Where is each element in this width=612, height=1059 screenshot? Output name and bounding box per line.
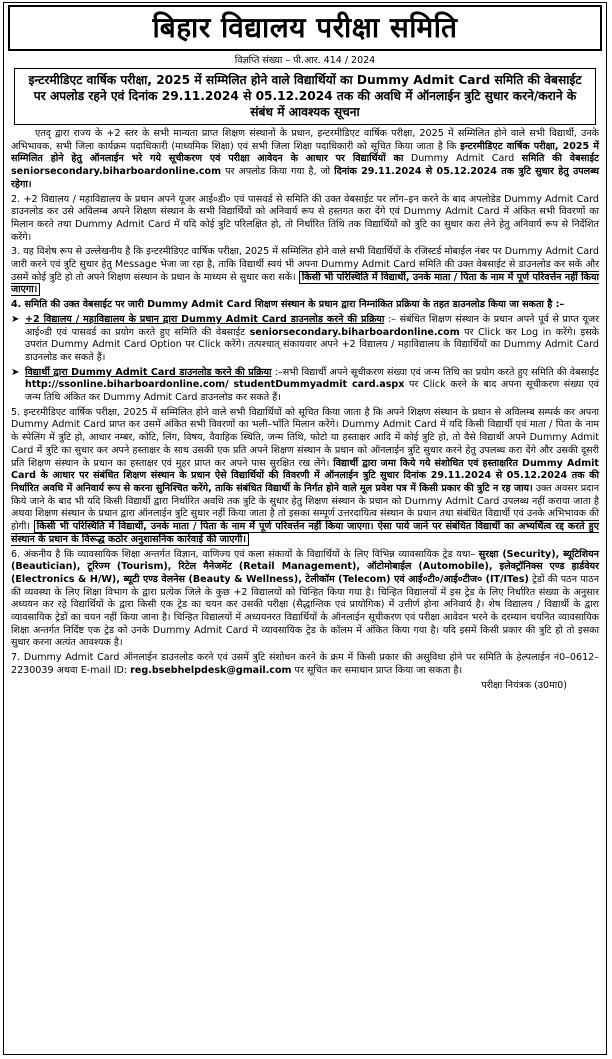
board-title: बिहार विद्यालय परीक्षा समिति: [8, 5, 602, 51]
paragraph-3: [11, 246, 599, 297]
paragraph-2: 2. +2 विद्यालय / महाविद्यालय के प्रधान अपने यूजर आई०डी० एवं पासवर्ड से समिति की उक्त वेबसाईट पर लॉग–इन करने के बाद अपलोडेड Dummy Admit Card डाउनलोड कर उसे अविलम्ब अपने शिक्षण संस्थान के सभी विद्यार्थियों को अनिवार्य रूप से हस्तगत करा देंगे एवं Dummy Admit Card में अंकित सभी विवरणों का मिलान करते तथा Dummy Admit Card में यदि कोई त्रुटि परिलक्षित हो, तो निर्धारित तिथि तक विद्यार्थियों को त्रुटि का सुधार करा लेने हेतु अनिवार्य रूप से निर्देशित करेंगे।: [11, 193, 599, 243]
paragraph-1: [11, 128, 599, 192]
b1-heading: +2 विद्यालय / महाविद्यालय के प्रधान द्वारा Dummy Admit Card डाउनलोड करने की प्रक्रिया: [25, 313, 385, 325]
p5-boxed-note: किसी भी परिस्थिति में विद्यार्थी, उनके माता / पिता के नाम में पूर्ण परिवर्त्तन नहीं किया जाएगा। ऐसा पाये जाने पर संबंधित विद्यार्थी का अभ्यर्थित्व रद्द करते हुए संस्थान के प्रधान के विरूद्ध कठोर अनुशासनिक कार्रवाई की जाएगी।: [11, 521, 599, 545]
b1-text-2: पर Click कर Log in करेंगे। इसके उपरांत Dummy Admit Card Option पर Click करेंगे। तत्पश्चात् संकायवार अपने +2 विद्यालय / महाविद्यालय के विद्यार्थियों का Dummy Admit Card डाउनलोड कर सकते हैं।: [25, 326, 599, 363]
p1-text: एतद् द्वारा राज्य के +2 स्तर के सभी मान्यता प्राप्त शिक्षण संस्थानों के प्रधान, इन्टरमीडिएट वार्षिक परीक्षा, 2025 में सम्मिलित होने वाले सभी विद्यार्थी, उनके अभिभावक, सभी जिला कार्यक्रम पदाधिकारी (माध्यमिक शिक्षा) एवं सभी जिला शिक्षा पदाधिकारी को सूचित किया जाता है कि: [11, 128, 599, 152]
p6-text: 6. अंकनीय है कि व्यावसायिक शिक्षा अन्तर्गत विज्ञान, वाणिज्य एवं कला संकायों के विद्यार्थियों के लिए विभिन्न व्यावसायिक ट्रेड यथा–: [11, 548, 476, 560]
notice-subject: इन्टरमीडिएट वार्षिक परीक्षा, 2025 में सम्मिलित होने वाले विद्यार्थियों का Dummy Admit Card समिति की वेबसाईट पर अपलोड रहने एवं दिनांक 29.11.2024 से 05.12.2024 तक की अवधि में ऑनलाईन त्रुटि सुधार करने/कराने के संबंध में आवश्यक सूचना: [14, 68, 596, 125]
signature-title: परीक्षा नियंत्रक (उ0मा0): [481, 679, 567, 691]
bullet-student: [11, 367, 599, 405]
b2-text: :–सभी विद्यार्थी अपने सूचीकरण संख्या एवं जन्म तिथि का प्रयोग करते हुए समिति की वेबसाईट: [274, 366, 599, 378]
p7-text-2: पर सूचित कर समाधान प्राप्त किया जा सकता है।: [294, 664, 463, 676]
p6-text-2: ट्रेडों की पठन पाठन की व्यवस्था के लिए शिक्षा विभाग के द्वारा प्रत्येक जिले के कुछ +2 विद्यालयों को चिन्हित किया गया है। चिन्हित विद्यालयों में इस ट्रेड के लिए निर्धारित संख्या के अनुसार अध्ययन कर रहे विद्यार्थियों के द्वारा किसी एक ट्रेड का चयन कर उसकी परीक्षा (सैद्धान्तिक एवं प्रायोगिक) में उत्तीर्ण होना अनिवार्य है। शेष विद्यालय / विद्यार्थी के द्वारा व्यावसायिक ट्रेडों का चयन नहीं किया जाना है। चिन्हित विद्यालयों में अध्ययनरत विद्यार्थियों के ऑनलाईन सूचीकरण एवं परीक्षा आवेदन भरने के दरम्यान चयनित व्यावसायिक शिक्षा अन्तर्गत निर्दिष्ट एक ट्रेड को उनके Dummy Admit Card में व्यावसायिक ट्रेड के कॉलम में अंकित किया गया है। यदि इसमें किसी प्रकार की त्रुटि हो तो इसका सुधार करना अत्यंत आवश्यक है।: [11, 573, 599, 649]
b2-heading: विद्यार्थी द्वारा Dummy Admit Card डाउनलोड करने की प्रक्रिया: [25, 366, 272, 378]
notice-number: विज्ञप्ति संख्या – पी.आर. 414 / 2024: [234, 55, 376, 66]
p1-bold: इन्टरमीडिएट वार्षिक परीक्षा, 2025 में सम्मिलित होने हेतु ऑनलाईन भरे गये सूचीकरण एवं परीक्षा आवेदन के आधार पर विद्यार्थियों का: [11, 140, 599, 165]
notice-body: [4, 125, 606, 692]
paragraph-5: [11, 407, 599, 547]
p3-text: 3. यह विशेष रूप से उल्लेखनीय है कि इन्टरमीडिएट वार्षिक परीक्षा, 2025 में सम्मिलित होने वाले सभी विद्यार्थियों के रजिस्टर्ड मोबाईल नंबर पर Dummy Admit Card जारी करने एवं त्रुटि सुधार हेतु Message भेजा जा रहा है, ताकि विद्यार्थी स्वयं भी अपना Dummy Admit Card समिति की उक्त वेबसाईट से डाउनलोड कर सकें और उसमें कोई त्रुटि हो तो अपने शिक्षण संस्थान के प्रधान के माध्यम से सुधार करा सकें।: [11, 246, 599, 283]
p1-bold-3: दिनांक 29.11.2024 से 05.12.2024 तक त्रुटि सुधार हेतु उपलब्ध रहेगा।: [11, 166, 600, 190]
b2-website-link[interactable]: http://ssonline.biharboardonline.com/ studentDummyadmit card.aspx: [25, 379, 405, 391]
bullet-institution: [11, 314, 599, 365]
b1-website-link[interactable]: seniorsecondary.biharboardonline.com: [249, 326, 460, 338]
arrow-bullet-icon: ➤: [11, 313, 20, 325]
p3-boxed-note: किसी भी परिस्थिति में विद्यार्थी, उनके माता / पिता के नाम में पूर्ण परिवर्त्तन नहीं किया जाएगा।: [11, 271, 599, 296]
paragraph-4-heading: 4. समिति की उक्त वेबसाईट पर जारी Dummy Admit Card शिक्षण संस्थान के प्रधान द्वारा निम्नांकित प्रक्रिया के तहत डाउनलोड किया जा सकता है :–: [11, 299, 565, 311]
paragraph-7: [11, 652, 599, 677]
signature-block: [11, 680, 599, 693]
b1-text: :– संबंधित शिक्षण संस्थान के प्रधान अपने पूर्व से प्राप्त यूजर आई०डी एवं पासवर्ड का प्रयोग करते हुए समिति की वेबसाईट: [25, 313, 599, 338]
p1-bold-2: समिति की वेबसाईट: [521, 153, 599, 165]
p1-tail: पर अपलोड किया गया है, जो: [225, 166, 331, 178]
notice-document: [3, 2, 607, 1055]
p5-tail: उक्त अवसर प्रदान किये जाने के बाद भी यदि किसी विद्यार्थी द्वारा निर्धारित अवधि तक त्रुटि के सुधार हेतु शिक्षण संस्थान के प्रधान को Dummy Admit Card उपलब्ध नहीं कराया जाता है अथवा शिक्षण संस्थान के प्रधान द्वारा ऑनलाईन त्रुटि सुधार नहीं किया जाता है तो इसका सम्पूर्ण उत्तरदायित्व संस्थान के प्रधान तथा संबंधित विद्यार्थी एवं उनके अभिभावक की होगी।: [11, 482, 599, 533]
p5-text: 5. इन्टरमीडिएट वार्षिक परीक्षा, 2025 में सम्मिलित होने वाले सभी विद्यार्थियों को सूचित किया जाता है कि अपने शिक्षण संस्थान के प्रधान से अविलम्ब सम्पर्क कर अपना Dummy Admit Card प्राप्त कर उसमें अंकित सभी विवरणों का भली–भाँति मिलान करेंगे। Dummy Admit Card में यदि किसी विद्यार्थी एवं माता / पिता के नाम के स्पेलिंग में त्रुटि हो, आधार नम्बर, कोटि, लिंग, विषय, वैवाहिक स्थिति, जन्म तिथि, फोटो या हस्ताक्षर आदि में कोई त्रुटि हो, तो वैसे विद्यार्थी अपने Dummy Admit Card में त्रुटि का सुधार कर अपने हस्ताक्षर के साथ उसकी एक प्रति अपने शिक्षण संस्थान के प्रधान को ऑनलाईन त्रुटि सुधार करने हेतु उपलब्ध करा देंगे और उसकी दूसरी प्रति शिक्षण संस्थान के प्रधान का हस्ताक्षर एवं मुहर प्राप्त कर अपने पास सुरक्षित रख लेंगे।: [11, 406, 599, 469]
p6-trades: सुरक्षा (Security), ब्यूटिशियन (Beautician), टूरिज्म (Tourism), रिटेल मैनेजमेंट (Retail Management), ऑटोमोबाईल (Automobile), इलेक्ट्रॉनिक्स एण्ड हार्डवेयर (Electronics & H/W), ब्यूटी एण्ड वेलनेस (Beauty & Wellness), टेलीकॉम (Telecom) एवं आई०टी०/आई०टीज० (IT/ITes): [11, 548, 599, 585]
p7-text: 7. Dummy Admit Card ऑनलाईन डाउनलोड करने एवं उसमें त्रुटि संशोधन करने के क्रम में किसी प्रकार की असुविधा होने पर समिति के हेल्पलाईन नं0–0612–2230039 अथवा E-mail ID:: [11, 652, 599, 676]
b2-text-2: पर Click करने के बाद अपना सूचीकरण संख्या एवं जन्म तिथि अंकित कर Dummy Admit Card डाउनलोड कर सकते हैं।: [25, 379, 599, 404]
arrow-bullet-icon: ➤: [11, 366, 20, 378]
helpdesk-email-link[interactable]: reg.bsebhelpdesk@gmail.com: [130, 664, 292, 676]
paragraph-6: [11, 549, 599, 651]
board-website-link[interactable]: seniorsecondary.biharboardonline.com: [11, 166, 222, 178]
p1-mid: Dummy Admit Card: [410, 153, 515, 165]
p5-bold: विद्यार्थी द्वारा जमा किये गये संशोधित एवं हस्ताक्षरित Dummy Admit Card के आधार पर संबंधित शिक्षण संस्थान के प्रधान ऐसे विद्यार्थियों की विवरणी में ऑनलाईन त्रुटि सुधार दिनांक 29.11.2024 से 05.12.2024 तक की निर्धारित अवधि में अनिवार्य रूप से करना सुनिश्चित करेंगे, ताकि संबंधित विद्यार्थी के निर्गत होने वाले मूल प्रवेश पत्र में किसी प्रकार की त्रुटि न रह जाय।: [11, 457, 599, 494]
